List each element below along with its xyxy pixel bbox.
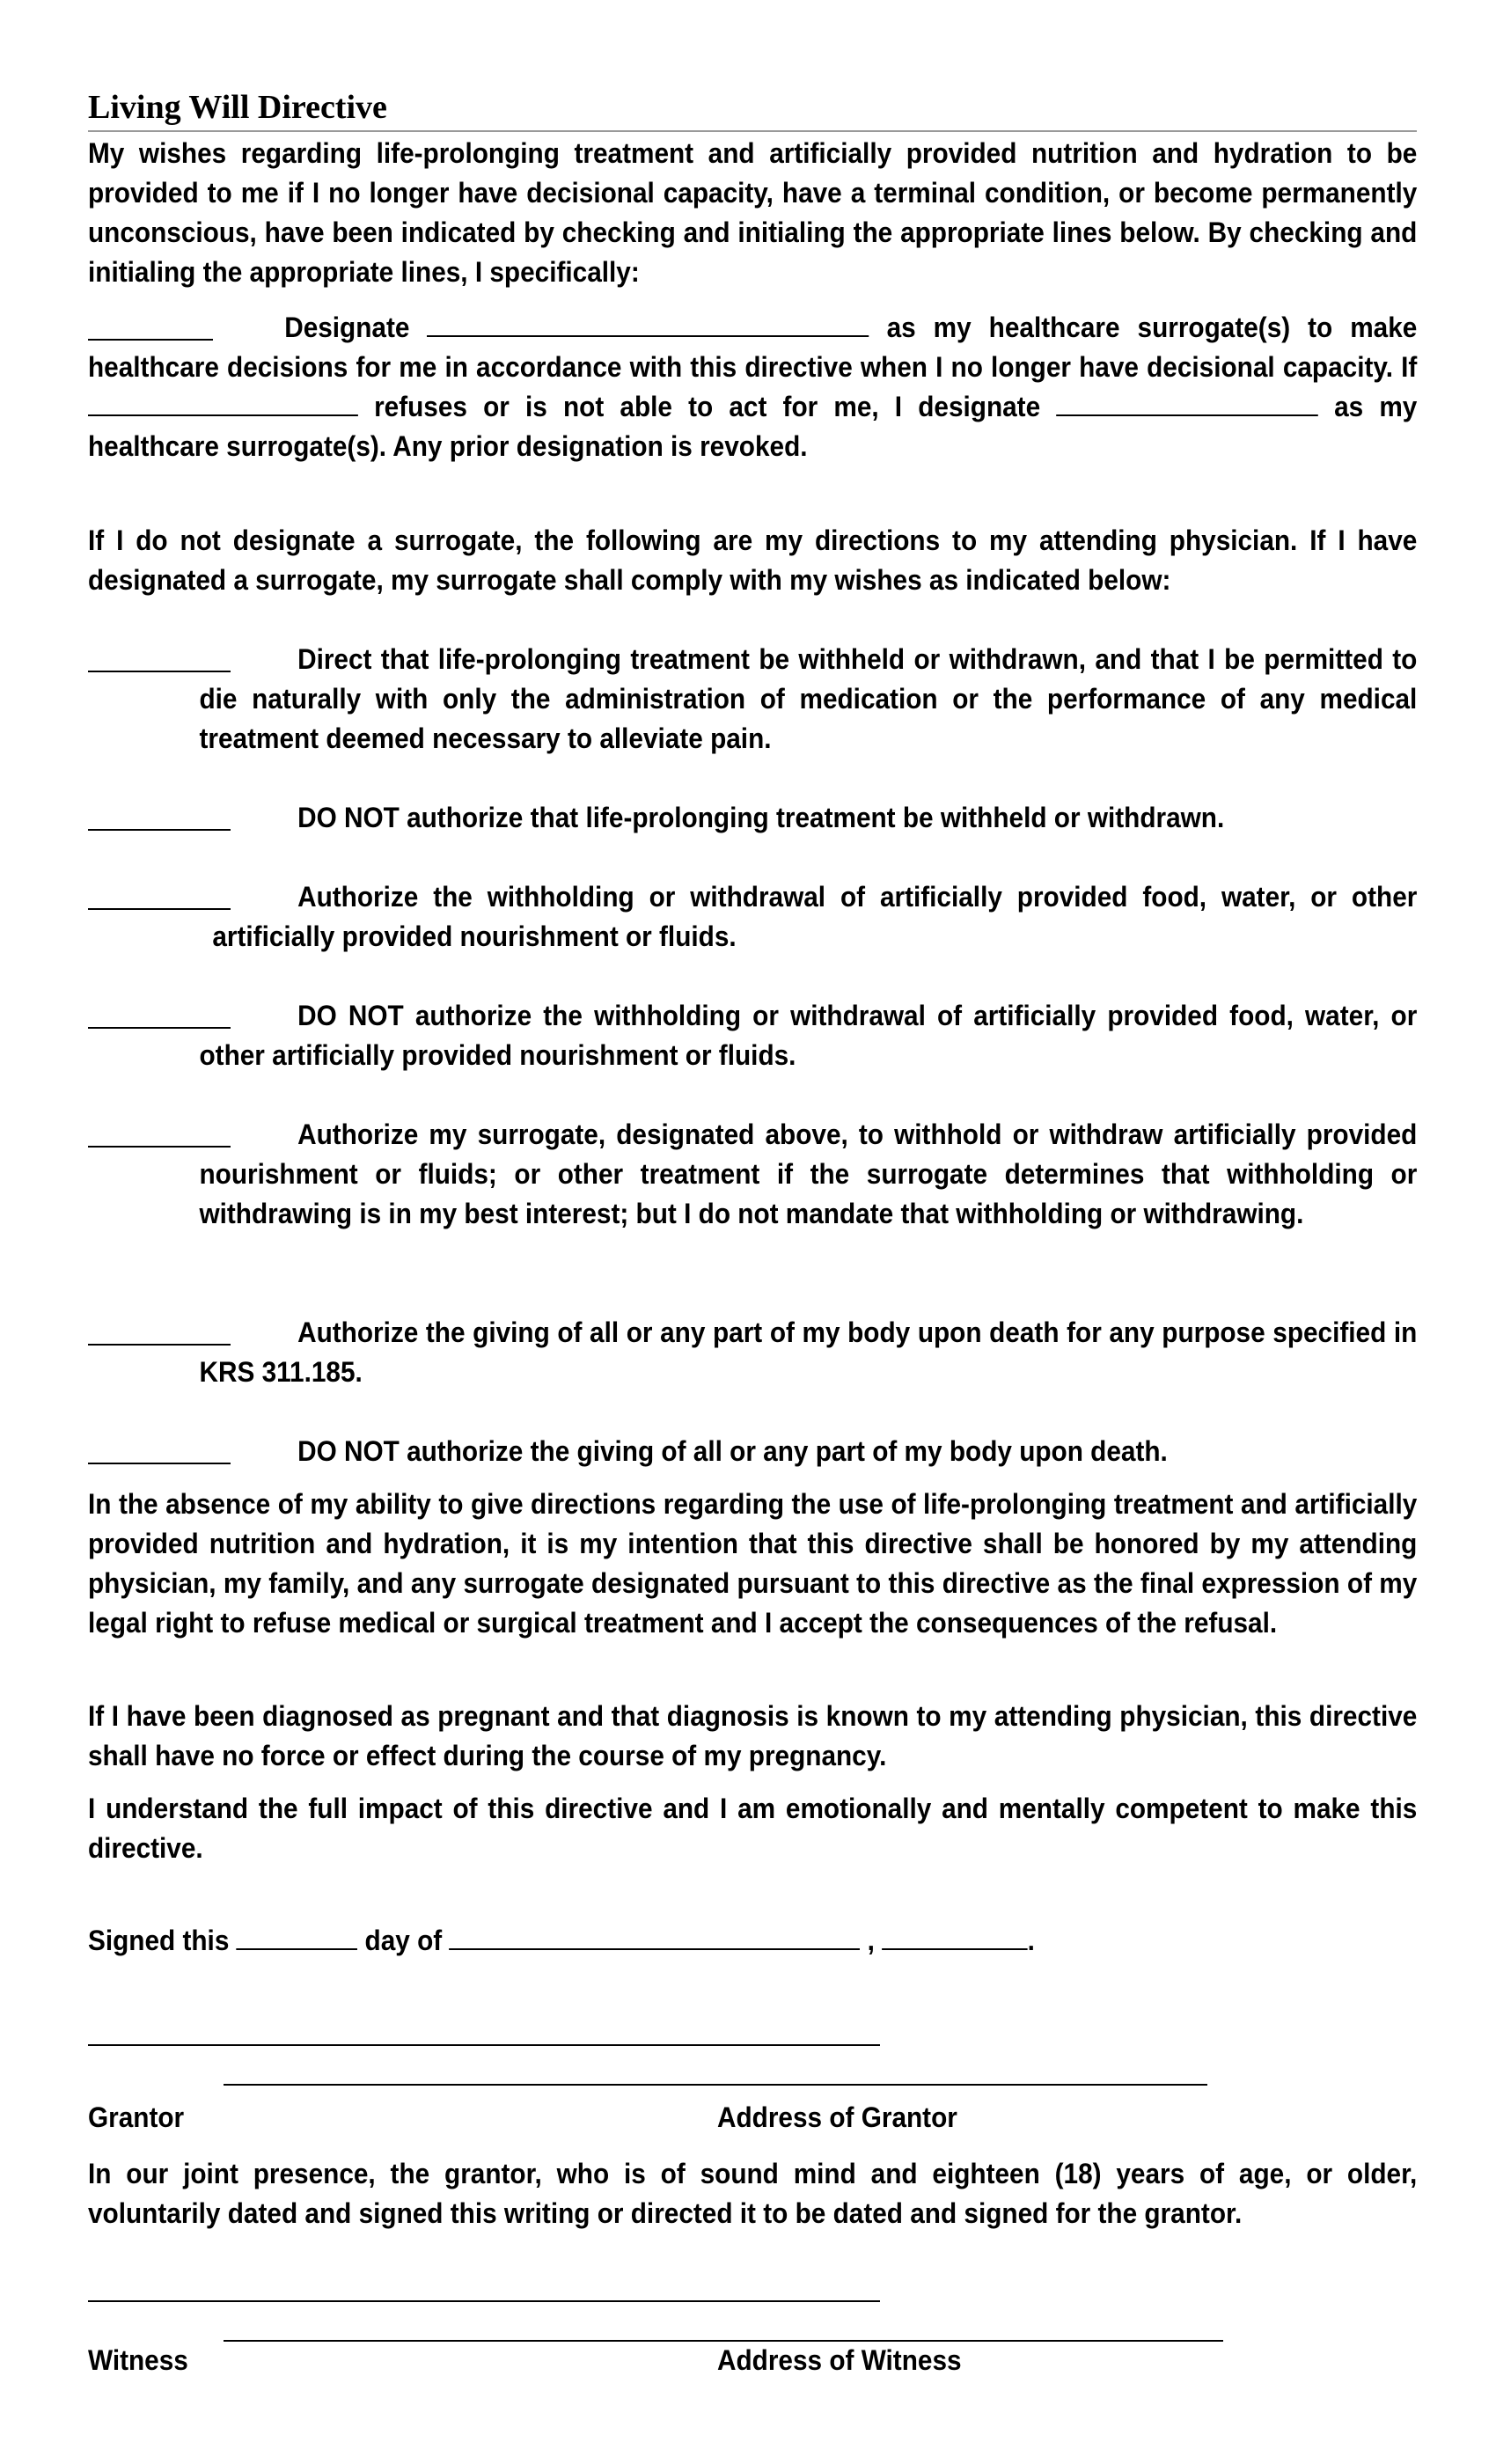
document-title: Living Will Directive xyxy=(88,84,1417,132)
alternate-surrogate-field[interactable] xyxy=(1056,388,1318,416)
option-5-text: Authorize my surrogate, designated above, to withhold or withdraw artificially provided nourishment or fluids; or other treatment if the surrogate determines that withholding or withdrawing is in my best interest; but I do not mandate that withholding or withdrawing. xyxy=(199,1118,1418,1229)
option-3-text: Authorize the withholding or withdrawal of artificially provided food, water, or other artificially provided nourishment or fluids. xyxy=(212,881,1418,952)
designate-text xyxy=(88,308,1417,466)
signed-comma: , xyxy=(867,1925,875,1956)
signed-year-field[interactable] xyxy=(882,1922,1028,1950)
option-4-text: DO NOT authorize the withholding or withdrawal of artificially provided food, water, or other artificially provided nourishment or fluids. xyxy=(199,1000,1418,1071)
signed-day-field[interactable] xyxy=(237,1922,358,1950)
designate-text-2: refuses or is not able to act for me, I designate xyxy=(374,391,1041,422)
surrogate-name-field[interactable] xyxy=(427,309,869,337)
intro-paragraph: My wishes regarding life-prolonging treatment and artificially provided nutrition and hydration to be provided to me if I no longer have decisional capacity, have a terminal condition, or become permanently unconscious, have been indicated by checking and initialing the appropriate lines below. By checking and initialing the appropriate lines, I specifically: xyxy=(88,137,1418,288)
grantor-address-label: Address of Grantor xyxy=(717,2101,957,2133)
signed-prefix: Signed this xyxy=(88,1925,230,1956)
grantor-address-line[interactable] xyxy=(224,2084,1207,2086)
signed-day-of: day of xyxy=(364,1925,443,1956)
option-2-text: DO NOT authorize that life-prolonging treatment be withheld or withdrawn. xyxy=(297,802,1225,833)
competence-paragraph: I understand the full impact of this directive and I am emotionally and mentally competent to make this directive. xyxy=(88,1793,1418,1864)
witness-statement: In our joint presence, the grantor, who is of sound mind and eighteen (18) years of age, or older, voluntarily dated and signed this writing or directed it to be dated and signed for the grantor. xyxy=(88,2158,1418,2229)
designate-text-3: as my healthcare surrogate(s). Any prior designation is revoked. xyxy=(88,391,1418,462)
option-6-text: Authorize the giving of all or any part of my body upon death for any purpose specified in KRS 311.185. xyxy=(199,1316,1418,1388)
signed-line xyxy=(88,1921,1035,1961)
signed-period: . xyxy=(1027,1925,1035,1956)
designate-word: Designate xyxy=(284,312,410,343)
designate-text-1: as my healthcare surrogate(s) to make healthcare decisions for me in accordance with this directive when I no longer have decisional capacity. If xyxy=(88,312,1418,383)
witness-label: Witness xyxy=(88,2344,188,2376)
grantor-signature-line[interactable] xyxy=(88,2044,880,2046)
witness-address-label: Address of Witness xyxy=(717,2344,962,2376)
option-7-text: DO NOT authorize the giving of all or any part of my body upon death. xyxy=(297,1435,1168,1467)
no-surrogate-paragraph: If I do not designate a surrogate, the following are my directions to my attending physician. If I have designated a surrogate, my surrogate shall comply with my wishes as indicated below: xyxy=(88,524,1418,596)
surrogate-name-field-2[interactable] xyxy=(88,388,358,416)
witness-signature-line[interactable] xyxy=(88,2300,880,2302)
absence-paragraph: In the absence of my ability to give directions regarding the use of life-prolonging treatment and artificially provided nutrition and hydration, it is my intention that this directive shall be honored by my attending physician, my family, and any surrogate designated pursuant to this directive as the final expression of my legal right to refuse medical or surgical treatment and I accept the consequences of the refusal. xyxy=(88,1488,1418,1639)
option-1-text: Direct that life-prolonging treatment be withheld or withdrawn, and that I be permitted to die naturally with only the administration of medication or the performance of any medical treatment deemed necessary to alleviate pain. xyxy=(199,643,1418,754)
pregnancy-paragraph: If I have been diagnosed as pregnant and that diagnosis is known to my attending physician, this directive shall have no force or effect during the course of my pregnancy. xyxy=(88,1700,1418,1771)
signed-month-field[interactable] xyxy=(449,1922,860,1950)
grantor-label: Grantor xyxy=(88,2101,185,2133)
